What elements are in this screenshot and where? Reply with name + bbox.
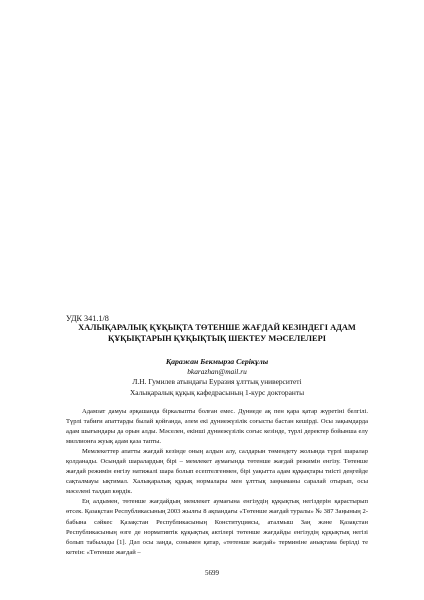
title-line: ҚҰҚЫҚТАРЫН ҚҰҚЫҚТЫҚ ШЕКТЕУ МӘСЕЛЕЛЕРІ bbox=[108, 333, 326, 343]
paragraph: Ең алдымен, төтенше жағдайдың мемлекет аумағына енгізудің құқықтық негіздерін қарастырып өтсек. Қазақстан Республикасының 2003 жылғы 8 ақпандағы «Төтенше жағдай туралы» № 387 Заңының 2-бабына сәйкес Қазақстан Республикасының Конституциясы, аталмыш Заң және Қазақстан Республикасының өзге де нормативтік құқықтық актілері төтенше жағдайды енгізудің құқықтық негізі болып табылады [1]. Дәл осы заңда, сонымен қатар, «төтенше жағдай» терминіне анықтама берілді те кетеін: «Төтенше жағдай – bbox=[66, 498, 368, 556]
author-block bbox=[66, 357, 368, 398]
author-name: Қаражан Бекмырза Серікұлы bbox=[165, 357, 269, 366]
author-affiliation: Л.Н. Гумилев атындағы Еуразия ұлттық университеті bbox=[132, 377, 302, 387]
body-text bbox=[66, 407, 368, 558]
udk-code: УДК 341.1/8 bbox=[66, 314, 109, 323]
paragraph: Адамзат дамуы әрқашанда біркалыпты болған емес. Дүниеде ақ пен қара қатар жүретіні белгілі. Түрлі табиғи апаттарды былай қойғанда, әлем екі дүниежүзілік соғысты бастан кешірді. Осы зақымдарда адам шығындары да орын алды. Мәселен, екінші дүниежүзілік соғыс кезінде, түрлі деректер бойынша елу миллионға жуық адам қаза тапты. bbox=[66, 408, 368, 446]
paragraph: Мемлекеттер апатты жағдай кезінде оның алдын алу, салдарын төмендету жолында түрлі шаралар қолданады. Осындай шаралардың бірі – мемлекет аумағында төтенше жағдай режимін енгізу. Төтенше жағдай режимін енгізу натижалі шара болып есептелгенмен, бірі уақытта адам құқықтары тиісті деңгейде сақталмауы ықтимал. Халықаралық құқық нормалары мен ұлттық заңнаманы саралай отырып, осы мәселені талдап көрдік. bbox=[66, 448, 368, 496]
title-line: ХАЛЫҚАРАЛЫҚ ҚҰҚЫҚТА ТӨТЕНШЕ ЖАҒДАЙ КЕЗІНДЕГІ АДАМ bbox=[78, 323, 356, 332]
page-number: 5699 bbox=[205, 569, 219, 577]
author-email: bkarazhan@mail.ru bbox=[187, 367, 247, 377]
author-affiliation: Халықаралық құқық кафедрасының 1-курс докторанты bbox=[129, 387, 305, 397]
paper-title bbox=[66, 323, 368, 344]
